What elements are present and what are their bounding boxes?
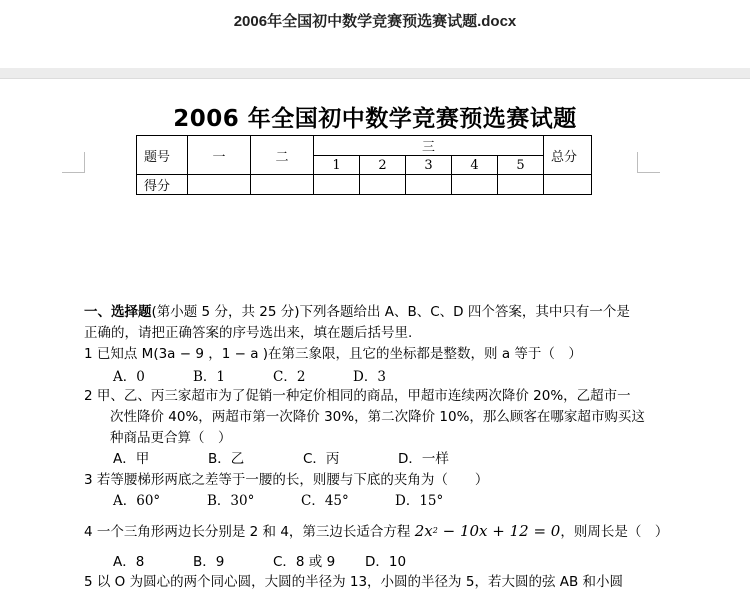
header-cell-three: 三 [314,136,544,156]
q3-option-a: A．60° [113,493,161,509]
q1-option-d: D．3 [353,369,386,385]
q4-option-b: B．9 [193,554,225,570]
section1-intro-line1 [84,303,630,321]
q4-equation [415,522,561,540]
q2-option-b: B．乙 [208,451,245,467]
q2-option-a: A．甲 [113,451,150,467]
q2-option-d: D．一样 [398,451,449,467]
q3-options [113,492,443,510]
score-table-score-row [137,175,592,195]
sub-cell-3: 3 [406,156,452,175]
q2-line3: 种商品更合算（ ） [110,430,232,446]
score-table [136,135,592,195]
score-cell [314,175,360,195]
header-cell-two: 二 [251,136,314,175]
score-table-header-row [137,136,592,156]
q4-option-c: C．8 或 9 [273,554,336,570]
score-cell [188,175,251,195]
score-cell [251,175,314,195]
q2-options [113,450,449,468]
section1-heading: 一、选择题 [84,304,152,320]
score-cell [544,175,592,195]
header-cell-qnum: 题号 [137,136,188,175]
file-name: 2006年全国初中数学竞赛预选赛试题.docx [233,13,517,30]
q3-option-c: C．45° [301,493,349,509]
q4-equation-rest: − 10x + 12 = 0 [437,522,561,540]
section1-intro-line2: 正确的，请把正确答案的序号选出来，填在题后括号里. [84,325,413,341]
q1-options [113,368,386,386]
score-cell [406,175,452,195]
q3-option-d: D．15° [395,493,444,509]
score-cell [452,175,498,195]
margin-corner-top-left [62,152,85,173]
sub-cell-5: 5 [498,156,544,175]
header-cell-total: 总分 [544,136,592,175]
q1-option-c: C．2 [273,369,306,385]
q2-option-c: C．丙 [303,451,340,467]
q4-equation-exponent: 2 [432,526,438,535]
page-gap [0,68,750,79]
q4-options [113,553,406,571]
section1-intro-text: (第小题 5 分，共 25 分)下列各题给出 A、B、C、D 四个答案，其中只有一个是 [151,304,630,320]
score-cell [360,175,406,195]
q5-text: 5 以 O 为圆心的两个同心圆，大圆的半径为 13，小圆的半径为 5，若大圆的弦 AB 和小圆 [84,574,624,590]
q4-option-a: A．8 [113,554,145,570]
sub-cell-2: 2 [360,156,406,175]
q2-line2: 次性降价 40%，两超市第一次降价 30%，第二次降价 10%，那么顾客在哪家超市购买这 [110,409,645,425]
q4-text-before: 4 一个三角形两边长分别是 2 和 4，第三边长适合方程 [84,524,415,540]
q4-text-after: ，则周长是（ ） [560,524,669,540]
q3-option-b: B．30° [207,493,255,509]
q3-text: 3 若等腰梯形两底之差等于一腰的长，则腰与下底的夹角为（ ） [84,472,489,488]
header-cell-one: 一 [188,136,251,175]
sub-cell-4: 4 [452,156,498,175]
q4-text [84,522,668,541]
q2-line1: 2 甲、乙、丙三家超市为了促销一种定价相同的商品，甲超市连续两次降价 20%，乙超市一 [84,388,631,404]
score-label-cell: 得分 [137,175,188,195]
q4-equation-base: 2x [414,522,433,540]
q1-text: 1 已知点 M(3a − 9 ，1 − a )在第三象限，且它的坐标都是整数，则 a 等于（ ） [84,346,582,362]
title-bar [0,0,750,68]
margin-corner-top-right [637,152,660,173]
document-title: 2006 年全国初中数学竞赛预选赛试题 [173,106,577,132]
score-cell [498,175,544,195]
q1-option-b: B．1 [193,369,226,385]
q4-option-d: D．10 [365,554,407,570]
sub-cell-1: 1 [314,156,360,175]
q1-option-a: A．0 [113,369,145,385]
